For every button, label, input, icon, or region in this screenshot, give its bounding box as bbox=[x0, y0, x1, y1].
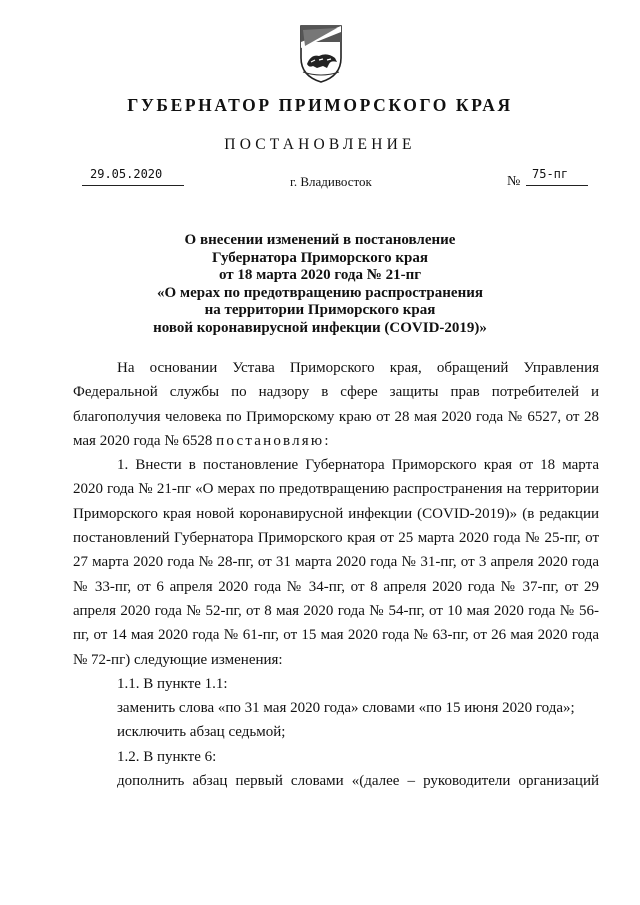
number-underline bbox=[526, 185, 588, 186]
clause-1-1-item-exclude: исключить абзац седьмой; bbox=[117, 724, 286, 741]
issue-city: г. Владивосток bbox=[290, 174, 372, 189]
number-sign: № bbox=[507, 174, 521, 189]
clause-1-1-heading: 1.1. В пункте 1.1: bbox=[117, 675, 228, 692]
document-number: 75-пг bbox=[532, 167, 569, 181]
issuing-authority: ГУБЕРНАТОР ПРИМОРСКОГО КРАЯ bbox=[127, 95, 513, 115]
document-title bbox=[80, 232, 560, 337]
coat-of-arms-emblem bbox=[297, 22, 345, 84]
title-line: новой коронавирусной инфекции (COVID-2019)» bbox=[153, 319, 487, 336]
preamble-paragraph bbox=[73, 356, 599, 453]
clause-1-paragraph: 1. Внести в постановление Губернатора Приморского края от 18 марта 2020 года № 21-пг «О мерах по предотвращению распространения на территории Приморского края новой коронавирусной инфекции (COVID-2019)» (в редакции постановлений Губернатора Приморского края от 25 марта 2020 года № 25-пг, от 27 марта 2020 года № 28-пг, от 31 марта 2020 года № 31-пг, от 3 апреля 2020 года № 33-пг, от 6 апреля 2020 года № 34-пг, от 8 апреля 2020 года № 37-пг, от 29 апреля 2020 года № 52-пг, от 8 мая 2020 года № 54-пг, от 10 мая 2020 года № 56-пг, от 14 мая 2020 года № 61-пг, от 15 мая 2020 года № 63-пг, от 26 мая 2020 года № 72-пг) следующие изменения: bbox=[73, 457, 599, 668]
title-line: «О мерах по предотвращению распространения bbox=[157, 284, 483, 301]
document-type: ПОСТАНОВЛЕНИЕ bbox=[224, 136, 416, 153]
document-body bbox=[73, 356, 599, 793]
title-line: Губернатора Приморского края bbox=[212, 249, 428, 266]
date-underline bbox=[82, 185, 184, 186]
preamble-text: На основании Устава Приморского края, обращений Управления Федеральной службы по надзору в сфере защиты прав потребителей и благополучия человека по Приморскому краю от 28 мая 2020 года № 6527, от 28 мая 2020 года № 6528 bbox=[73, 360, 599, 449]
document-date: 29.05.2020 bbox=[90, 167, 163, 181]
clause-1-2-item-supplement: дополнить абзац первый словами «(далее – руководители организаций bbox=[117, 773, 599, 790]
clause-1-2-heading: 1.2. В пункте 6: bbox=[117, 748, 217, 765]
title-line: от 18 марта 2020 года № 21-пг bbox=[218, 267, 422, 283]
title-line: О внесении изменений в постановление bbox=[184, 232, 456, 248]
resolve-word: постановляю: bbox=[216, 432, 331, 449]
clause-1-1-item-replace: заменить слова «по 31 мая 2020 года» словами «по 15 июня 2020 года»; bbox=[117, 700, 575, 717]
title-line: на территории Приморского края bbox=[204, 302, 436, 318]
